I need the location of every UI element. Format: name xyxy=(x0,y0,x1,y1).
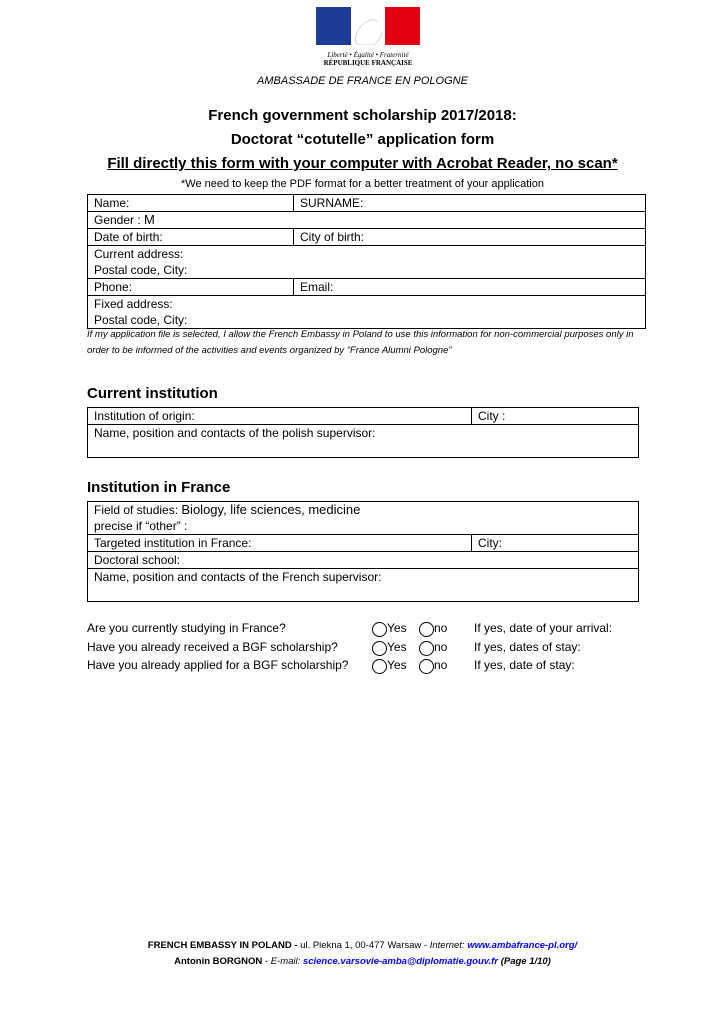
footer xyxy=(0,938,725,970)
question-row xyxy=(87,658,647,676)
fixed-postal-label: Postal code, City: xyxy=(94,313,188,327)
no-label: no xyxy=(434,621,448,635)
current-institution-heading: Current institution xyxy=(87,385,218,402)
fill-instruction: Fill directly this form with your computer with Acrobat Reader, no scan* xyxy=(107,155,618,172)
france-institution-heading: Institution in France xyxy=(87,479,231,496)
city-of-birth-field[interactable] xyxy=(294,229,646,246)
france-institution-table xyxy=(87,501,639,602)
page-subtitle: Doctorat “cotutelle” application form xyxy=(230,131,495,148)
no-radio[interactable] xyxy=(419,641,434,656)
current-city-label: City : xyxy=(478,409,506,423)
yes-radio[interactable] xyxy=(372,622,387,637)
footer-internet-label: Internet: xyxy=(429,940,465,951)
footer-address: ul. Piekna 1, 00-477 Warsaw - xyxy=(297,940,430,951)
pdf-note: *We need to keep the PDF format for a better treatment of your application xyxy=(181,178,544,190)
field-of-studies-label: Field of studies: xyxy=(94,503,179,517)
current-address-label: Current address: xyxy=(94,247,184,261)
surname-label: SURNAME: xyxy=(300,196,364,210)
gender-field[interactable] xyxy=(88,212,646,229)
phone-field[interactable] xyxy=(88,279,294,296)
france-city-field[interactable] xyxy=(472,535,639,552)
name-field[interactable] xyxy=(88,195,294,212)
question-text: Are you currently studying in France? xyxy=(87,621,286,635)
no-radio[interactable] xyxy=(419,659,434,674)
yes-radio[interactable] xyxy=(372,641,387,656)
footer-website-link[interactable]: www.ambafrance-pl.org/ xyxy=(467,940,578,951)
followup-text[interactable]: If yes, date of your arrival: xyxy=(474,621,613,635)
fixed-address-label: Fixed address: xyxy=(94,297,173,311)
dob-field[interactable] xyxy=(88,229,294,246)
current-address-field[interactable] xyxy=(88,246,646,279)
page-title: French government scholarship 2017/2018: xyxy=(208,107,517,124)
dob-label: Date of birth: xyxy=(94,230,163,244)
polish-supervisor-label: Name, position and contacts of the polish supervisor: xyxy=(94,426,376,440)
field-of-studies-value[interactable]: Biology, life sciences, medicine xyxy=(181,502,361,517)
marianne-flag-icon xyxy=(316,7,420,45)
no-radio[interactable] xyxy=(419,622,434,637)
email-label: Email: xyxy=(300,280,334,294)
yes-label: Yes xyxy=(387,658,407,672)
institution-origin-field[interactable] xyxy=(88,408,472,425)
republique-francaise-logo xyxy=(316,7,420,69)
logo-motto: Liberté • Égalité • Fraternité xyxy=(327,51,409,59)
institution-origin-label: Institution of origin: xyxy=(94,409,195,423)
current-postal-label: Postal code, City: xyxy=(94,263,188,277)
yes-label: Yes xyxy=(387,640,407,654)
targeted-institution-field[interactable] xyxy=(88,535,472,552)
yes-label: Yes xyxy=(387,621,407,635)
privacy-consent: If my application file is selected, I allow the French Embassy in Poland to use this information for non-commercial purposes only in order to be informed of the activities and events organized by “France Alumni Pologne” xyxy=(87,329,634,356)
polish-supervisor-field[interactable] xyxy=(88,425,639,458)
footer-email-link[interactable]: science.varsovie-amba@diplomatie.gouv.fr xyxy=(302,956,499,967)
followup-text[interactable]: If yes, date of stay: xyxy=(474,658,575,672)
surname-field[interactable] xyxy=(294,195,646,212)
followup-text[interactable]: If yes, dates of stay: xyxy=(474,640,581,654)
gender-value[interactable]: M xyxy=(144,212,155,227)
no-label: no xyxy=(434,640,448,654)
city-of-birth-label: City of birth: xyxy=(300,230,365,244)
question-text: Have you already received a BGF scholarship? xyxy=(87,640,338,654)
email-field[interactable] xyxy=(294,279,646,296)
footer-contact: Antonin BORGNON xyxy=(174,956,263,967)
fixed-address-field[interactable] xyxy=(88,296,646,329)
logo-republique: RÉPUBLIQUE FRANÇAISE xyxy=(323,59,413,67)
gender-label: Gender : xyxy=(94,213,141,227)
footer-org: FRENCH EMBASSY IN POLAND - xyxy=(147,940,298,951)
embassy-name: AMBASSADE DE FRANCE EN POLOGNE xyxy=(257,75,468,87)
french-supervisor-field[interactable] xyxy=(88,569,639,602)
question-text: Have you already applied for a BGF scholarship? xyxy=(87,658,349,672)
question-row xyxy=(87,640,647,658)
current-institution-table xyxy=(87,407,639,458)
phone-label: Phone: xyxy=(94,280,133,294)
name-label: Name: xyxy=(94,196,130,210)
current-city-field[interactable] xyxy=(472,408,639,425)
page-number: (Page 1/10) xyxy=(500,956,551,967)
field-of-studies-field[interactable] xyxy=(88,502,639,535)
footer-email-label: - E-mail: xyxy=(262,956,303,967)
doctoral-school-field[interactable] xyxy=(88,552,639,569)
yes-radio[interactable] xyxy=(372,659,387,674)
question-row xyxy=(87,621,647,639)
doctoral-school-label: Doctoral school: xyxy=(94,553,181,567)
targeted-institution-label: Targeted institution in France: xyxy=(94,536,252,550)
french-supervisor-label: Name, position and contacts of the French supervisor: xyxy=(94,570,382,584)
no-label: no xyxy=(434,658,448,672)
france-city-label: City: xyxy=(478,536,502,550)
precise-other-label: precise if “other” : xyxy=(94,519,188,533)
personal-info-table xyxy=(87,194,646,329)
